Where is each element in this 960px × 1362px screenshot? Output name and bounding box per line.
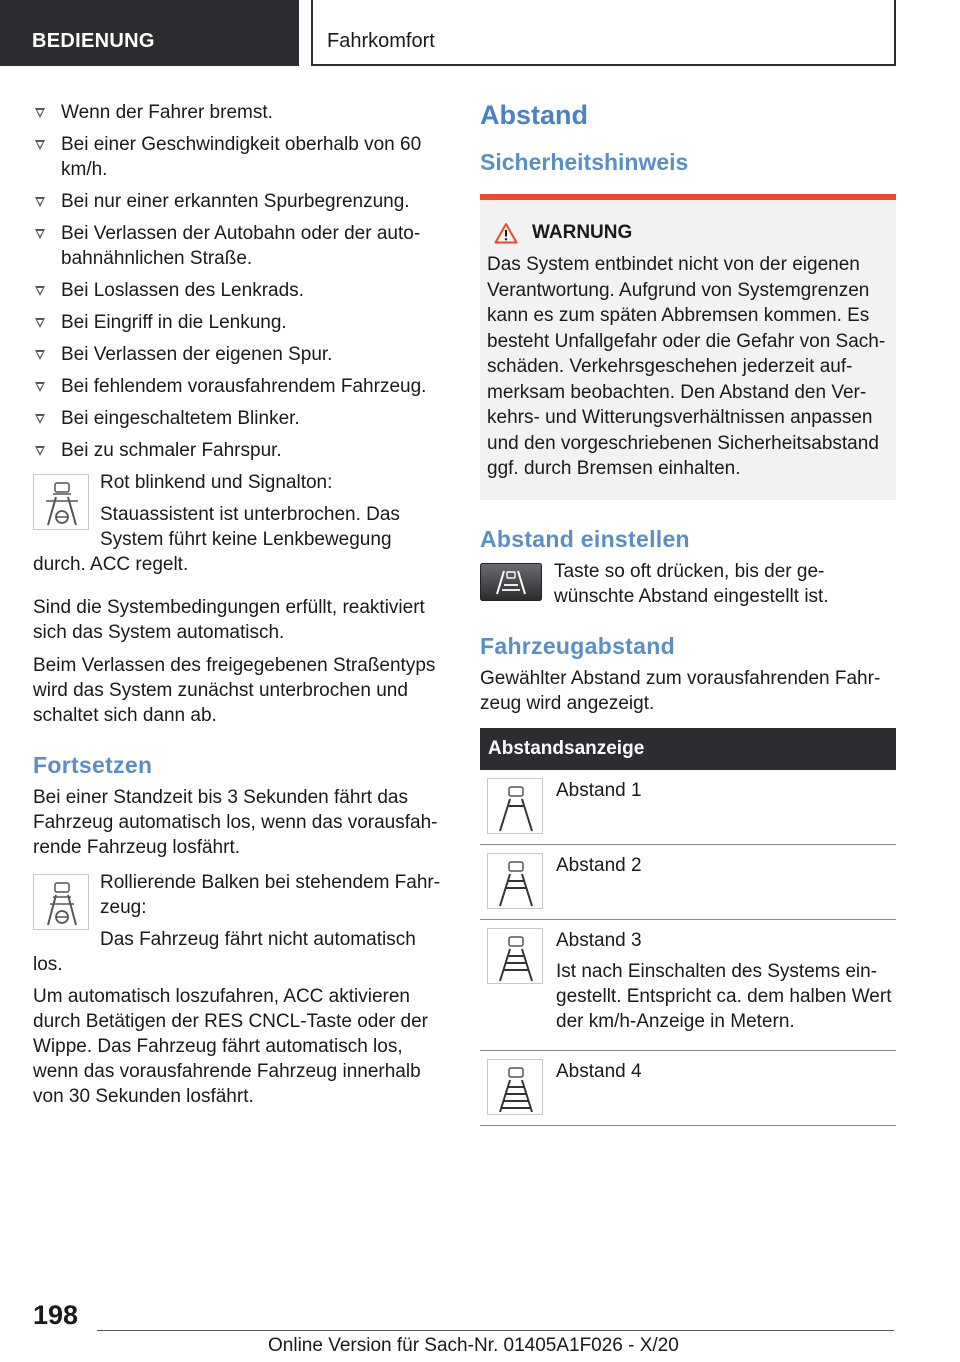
section-title-vehicle-distance: Fahrzeugabstand (480, 632, 675, 659)
list-item: Bei eingeschaltetem Blinker. (33, 406, 443, 431)
right-column (480, 100, 896, 1126)
header-section-label: BEDIENUNG (32, 30, 155, 52)
table-row (480, 770, 896, 845)
left-column (33, 100, 443, 1109)
section-title-adjust: Abstand einstellen (480, 525, 690, 552)
list-item: Bei zu schmaler Fahrspur. (33, 438, 443, 463)
interruption-conditions-list (33, 100, 443, 463)
warning-label: WARNUNG (532, 222, 633, 243)
red-flashing-indicator-block (33, 470, 443, 577)
list-item: Wenn der Fahrer bremst. (33, 100, 443, 125)
indicator-description: Stauassistent ist unterbrochen. Das System führt keine Lenkbewegung durch. ACC regelt. (33, 504, 400, 575)
row-label: Abstand 2 (556, 854, 642, 876)
distance-display-table (480, 728, 896, 1126)
table-row (480, 919, 896, 1050)
page-number: 198 (33, 1300, 79, 1330)
paragraph: Um automatisch loszufahren, ACC aktivieren durch Betätigen der RES CNCL-Taste oder der Wippe. Das Fahrzeug fährt automatisch los, wenn das vorausfahrende Fahrzeug innerhalb von 30 Sekunden losfährt. (33, 986, 428, 1107)
lane-assist-steering-icon (33, 474, 89, 530)
triangle-bullet-icon (35, 229, 45, 239)
paragraph: Sind die Systembedingungen erfüllt, reaktiviert sich das System automatisch. (33, 597, 425, 643)
row-label: Abstand 4 (556, 1060, 642, 1082)
paragraph: Gewählter Abstand zum vorausfahrenden Fahrzeug wird angezeigt. (480, 667, 881, 714)
paragraph: Beim Verlassen des freigegebenen Straßentyps wird das System zunächst unterbrochen und schaltet sich dann ab. (33, 655, 436, 726)
triangle-bullet-icon (35, 414, 45, 424)
list-item: Bei Verlassen der eigenen Spur. (33, 342, 443, 367)
row-label: Abstand 1 (556, 779, 642, 801)
indicator-description: Das Fahrzeug fährt nicht automatisch los. (33, 929, 416, 975)
indicator-status-text: Rollierende Balken bei stehendem Fahrzeug: (100, 872, 441, 918)
footer-divider (97, 1330, 894, 1331)
adjust-instruction: Taste so oft drücken, bis der gewünschte Abstand eingestellt ist. (554, 560, 829, 607)
rolling-bars-indicator-block (33, 870, 443, 977)
list-item: Bei Verlassen der Autobahn oder der autobahnähnlichen Straße. (33, 221, 443, 271)
header-chapter-label: Fahrkomfort (327, 30, 435, 52)
table-row (480, 1050, 896, 1125)
table-header: Abstandsanzeige (480, 728, 896, 770)
table-row (480, 844, 896, 919)
adjust-key-row (480, 559, 896, 609)
header-section-tab (0, 0, 299, 66)
distance-1-icon (487, 778, 543, 834)
row-note: Ist nach Einschalten des Systems eingestellt. Entspricht ca. dem halben Wert der km/h-Anzeige in Metern. (556, 960, 892, 1032)
warning-triangle-icon (494, 222, 518, 244)
distance-button-icon (480, 563, 542, 601)
warning-box (480, 194, 896, 500)
triangle-bullet-icon (35, 446, 45, 456)
triangle-bullet-icon (35, 108, 45, 118)
distance-4-icon (487, 1059, 543, 1115)
list-item: Bei einer Geschwindigkeit oberhalb von 60 km/h. (33, 132, 443, 182)
indicator-status-text: Rot blinkend und Signalton: (100, 472, 333, 493)
footer-text: Online Version für Sach-Nr. 01405A1F026 - X/20 (268, 1335, 679, 1356)
distance-2-icon (487, 853, 543, 909)
triangle-bullet-icon (35, 140, 45, 150)
triangle-bullet-icon (35, 382, 45, 392)
section-title-fortsetzen: Fortsetzen (33, 752, 153, 778)
list-item: Bei nur einer erkannten Spurbegrenzung. (33, 189, 443, 214)
header-chapter-tab (311, 0, 896, 66)
list-item: Bei Eingriff in die Lenkung. (33, 310, 443, 335)
list-item: Bei fehlendem vorausfahrendem Fahrzeug. (33, 374, 443, 399)
list-item: Bei Loslassen des Lenkrads. (33, 278, 443, 303)
triangle-bullet-icon (35, 350, 45, 360)
section-title-safety: Sicherheitshinweis (480, 149, 689, 175)
lane-assist-standstill-icon (33, 874, 89, 930)
warning-text: Das System entbindet nicht von der eigenen Verantwortung. Aufgrund von Systemgrenzen kann es zum späten Abbremsen kommen. Es besteht Unfallgefahr oder die Gefahr von Sachschäden. Verkehrsgeschehen jederzeit aufmerksam beobachten. Den Abstand den Verkehrs- und Witterungsverhältnissen anpassen und den vorgeschriebenen Sicherheitsabstand ggf. durch Bremsen einhalten. (487, 254, 886, 479)
triangle-bullet-icon (35, 318, 45, 328)
row-label: Abstand 3 (556, 929, 642, 951)
warning-heading (487, 222, 888, 244)
triangle-bullet-icon (35, 286, 45, 296)
triangle-bullet-icon (35, 197, 45, 207)
paragraph: Bei einer Standzeit bis 3 Sekunden fährt das Fahrzeug automatisch los, wenn das vorausfahrende Fahrzeug losfährt. (33, 787, 438, 858)
distance-3-icon (487, 928, 543, 984)
page-title: Abstand (480, 100, 588, 130)
